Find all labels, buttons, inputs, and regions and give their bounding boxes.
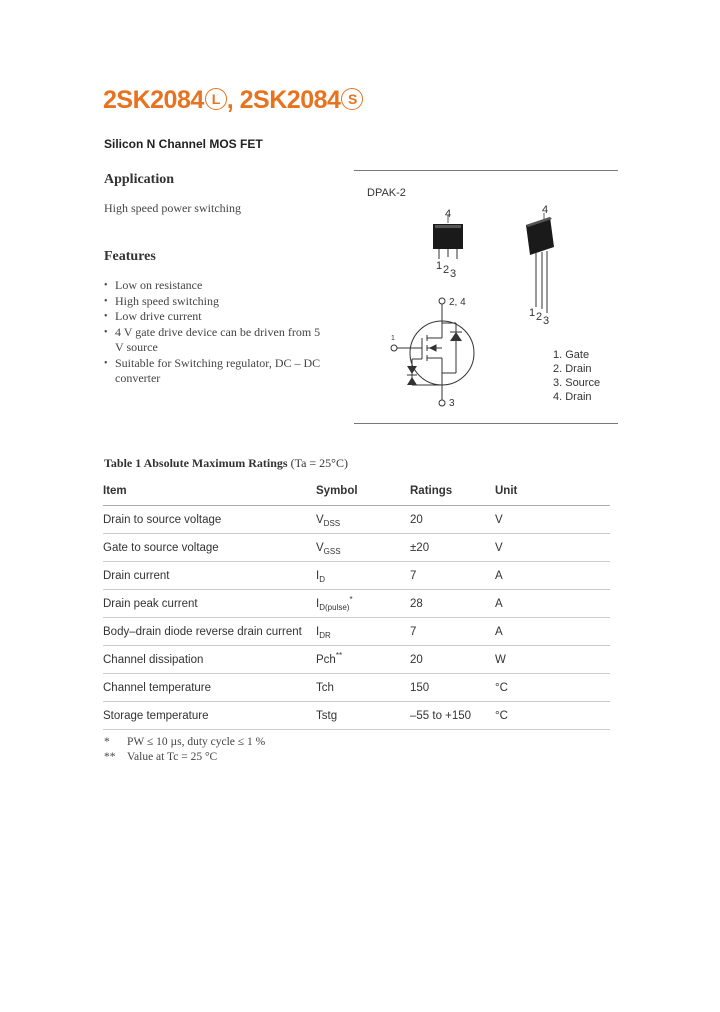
pin-assignment: 4. Drain: [553, 391, 592, 403]
symbol-subscript: D: [319, 575, 325, 585]
drain-node-label: 2, 4: [449, 297, 466, 308]
dpak-front-view-icon: [433, 215, 463, 259]
cell-rating: 28: [410, 590, 495, 618]
package-name: DPAK-2: [367, 187, 406, 199]
cell-item: Channel temperature: [103, 674, 316, 702]
cell-rating: ±20: [410, 534, 495, 562]
cell-symbol: [316, 562, 410, 590]
cell-symbol: [316, 674, 410, 702]
symbol-note-mark: **: [335, 650, 343, 660]
symbol-main: I: [316, 625, 320, 638]
symbol-subscript: D(pulse): [319, 603, 350, 613]
table-row: [103, 702, 610, 730]
source-node-label: 3: [449, 398, 455, 409]
symbol-subscript: DR: [319, 631, 331, 641]
cell-item: Storage temperature: [103, 702, 316, 730]
cell-item: Channel dissipation: [103, 646, 316, 674]
device-subtitle: Silicon N Channel MOS FET: [104, 137, 263, 151]
table-title: [104, 456, 348, 471]
pin-label-1: 1: [529, 307, 536, 319]
symbol-main: I: [316, 569, 320, 582]
cell-item: Gate to source voltage: [103, 534, 316, 562]
dpak-side-view-icon: [526, 213, 554, 313]
cell-rating: 20: [410, 646, 495, 674]
col-header-ratings: Ratings: [410, 477, 495, 506]
pin-assignment: 3. Source: [553, 377, 601, 389]
table-row: [103, 590, 610, 618]
footnote-text: Value at Tc = 25 °C: [127, 751, 218, 763]
cell-unit: V: [495, 534, 610, 562]
footnote: [104, 735, 265, 750]
cell-item: Drain to source voltage: [103, 506, 316, 534]
col-header-symbol: Symbol: [316, 477, 410, 506]
pin-label-3: 3: [543, 315, 550, 327]
cell-rating: –55 to +150: [410, 702, 495, 730]
footnote-mark: *: [104, 736, 110, 748]
col-header-unit: Unit: [495, 477, 610, 506]
cell-rating: 20: [410, 506, 495, 534]
pin-label-2: 2: [536, 311, 543, 323]
part-number-l: 2SK2084: [103, 86, 204, 114]
symbol-main: Pch: [316, 653, 336, 666]
package-badge-l: L: [205, 88, 227, 110]
package-box-top-rule: [354, 170, 618, 171]
cell-item: Drain peak current: [103, 590, 316, 618]
symbol-main: I: [316, 597, 320, 610]
symbol-main: V: [316, 513, 324, 526]
cell-unit: °C: [495, 702, 610, 730]
cell-item: Drain current: [103, 562, 316, 590]
feature-item: • Low drive current: [104, 309, 344, 325]
cell-unit: A: [495, 562, 610, 590]
features-list: [104, 278, 344, 387]
cell-unit: V: [495, 506, 610, 534]
cell-symbol: [316, 702, 410, 730]
table-row: [103, 534, 610, 562]
cell-unit: W: [495, 646, 610, 674]
cell-rating: 7: [410, 562, 495, 590]
symbol-note-mark: *: [349, 594, 353, 604]
cell-item: Body–drain diode reverse drain current: [103, 618, 316, 646]
pin-assignment: 1. Gate: [553, 349, 590, 361]
symbol-subscript: DSS: [323, 519, 341, 529]
table-row: [103, 618, 610, 646]
absolute-maximum-ratings-table: [103, 477, 610, 730]
application-text: High speed power switching: [104, 201, 241, 215]
table-title-condition: (Ta = 25°C): [287, 456, 348, 470]
feature-item: • High speed switching: [104, 294, 344, 310]
symbol-main: Tch: [316, 681, 334, 694]
table-row: [103, 562, 610, 590]
cell-unit: °C: [495, 674, 610, 702]
symbol-main: Tstg: [316, 709, 338, 722]
cell-unit: A: [495, 590, 610, 618]
cell-rating: 7: [410, 618, 495, 646]
footnote-text: PW ≤ 10 µs, duty cycle ≤ 1 %: [127, 736, 266, 748]
col-header-item: Item: [103, 477, 316, 506]
table-title-label: Table 1 Absolute Maximum Ratings: [104, 456, 288, 470]
features-heading: Features: [104, 249, 156, 264]
title-separator: ,: [226, 86, 234, 114]
cell-unit: A: [495, 618, 610, 646]
cell-symbol: [316, 646, 410, 674]
gate-node-label: 1: [391, 335, 395, 342]
table-row: [103, 646, 610, 674]
cell-symbol: [316, 590, 410, 618]
feature-item: • Low on resistance: [104, 278, 344, 294]
footnote-mark: **: [104, 751, 116, 763]
pin-label-2: 2: [443, 264, 450, 276]
cell-rating: 150: [410, 674, 495, 702]
cell-symbol: [316, 506, 410, 534]
pin-label-1: 1: [436, 260, 443, 272]
footnote: [104, 750, 265, 765]
feature-item: • Suitable for Switching regulator, DC – DC converter: [104, 356, 325, 387]
application-heading: Application: [104, 172, 175, 187]
table-row: [103, 506, 610, 534]
table-header-row: [103, 477, 610, 506]
cell-symbol: [316, 618, 410, 646]
feature-item: • 4 V gate drive device can be driven from 5 V source: [104, 325, 325, 356]
package-badge-s: S: [341, 88, 363, 110]
pin-assignment-list: [553, 348, 600, 404]
cell-symbol: [316, 534, 410, 562]
page-title: [103, 86, 363, 115]
pin-label-3: 3: [450, 268, 457, 280]
mosfet-schematic-icon: [391, 298, 474, 406]
pin-label-4: 4: [445, 208, 452, 220]
part-number-s: 2SK2084: [239, 86, 341, 114]
symbol-main: V: [316, 541, 324, 554]
pin-label-4: 4: [542, 204, 549, 216]
pin-assignment: 2. Drain: [553, 363, 592, 375]
table-footnotes: [104, 735, 265, 765]
table-row: [103, 674, 610, 702]
package-box-bottom-rule: [354, 423, 618, 424]
symbol-subscript: GSS: [323, 547, 341, 557]
